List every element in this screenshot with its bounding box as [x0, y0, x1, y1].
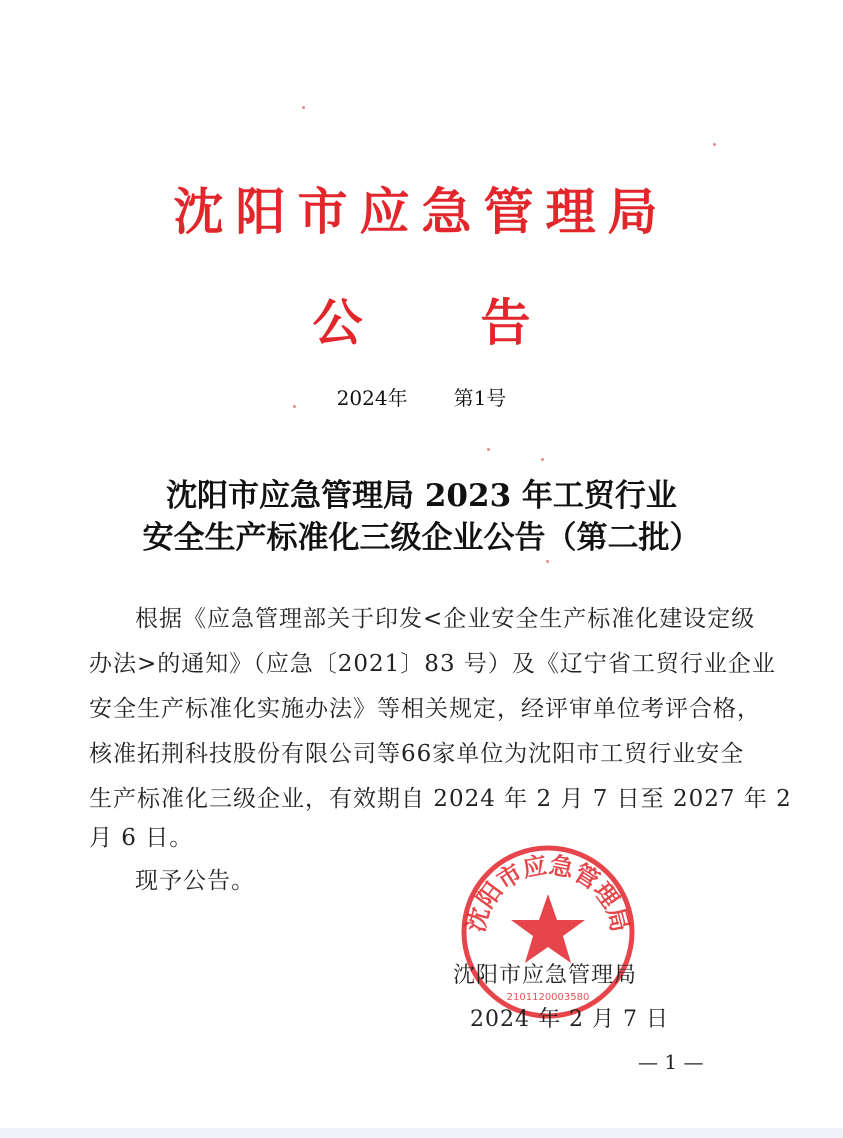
announcement-closing: 现予公告。 — [135, 868, 255, 894]
body-line-2: 办法>的通知》（应急〔2021〕83 号）及《辽宁省工贸行业企业 — [89, 651, 776, 677]
doc-type-char-1: 公 — [312, 294, 363, 352]
scan-speck — [541, 458, 544, 461]
body-line-5: 生产标准化三级企业，有效期自 2024 年 2 月 7 日至 2027 年 2 — [89, 786, 792, 812]
issuer-signature: 沈阳市应急管理局 — [453, 963, 638, 988]
page-number: — 1 — — [638, 1050, 704, 1074]
body-line-3: 安全生产标准化实施办法》等相关规定，经评审单位考评合格， — [89, 696, 761, 722]
scan-speck — [546, 560, 549, 563]
issue-date: 2024 年 2 月 7 日 — [470, 1007, 669, 1032]
seal-arc-text: 沈阳市应急管理局 — [461, 850, 635, 935]
seal-star-icon — [511, 894, 585, 963]
agency-masthead: 沈阳市应急管理局 — [173, 183, 670, 241]
scan-speck — [302, 106, 305, 109]
notice-title-line-1: 沈阳市应急管理局 2023 年工贸行业 — [166, 478, 677, 514]
official-seal — [458, 842, 638, 1022]
scan-speck — [293, 405, 296, 408]
body-line-4: 核准拓荆科技股份有限公司等66家单位为沈阳市工贸行业安全 — [89, 741, 745, 767]
body-line-1: 根据《应急管理部关于印发<企业安全生产标准化建设定级 — [135, 606, 756, 632]
viewer-bottom-edge — [0, 1128, 843, 1138]
scan-speck — [487, 448, 490, 451]
doc-type-char-2: 告 — [480, 294, 531, 352]
seal-code: 2101120003580 — [506, 992, 590, 1003]
doc-year: 2024年 — [336, 386, 408, 410]
doc-serial: 第1号 — [453, 386, 507, 410]
scan-speck — [713, 143, 716, 146]
document-number — [0, 382, 843, 411]
notice-title-line-2: 安全生产标准化三级企业公告（第二批） — [142, 520, 701, 556]
document-type-heading — [0, 283, 843, 355]
body-line-6: 月 6 日。 — [89, 825, 194, 851]
